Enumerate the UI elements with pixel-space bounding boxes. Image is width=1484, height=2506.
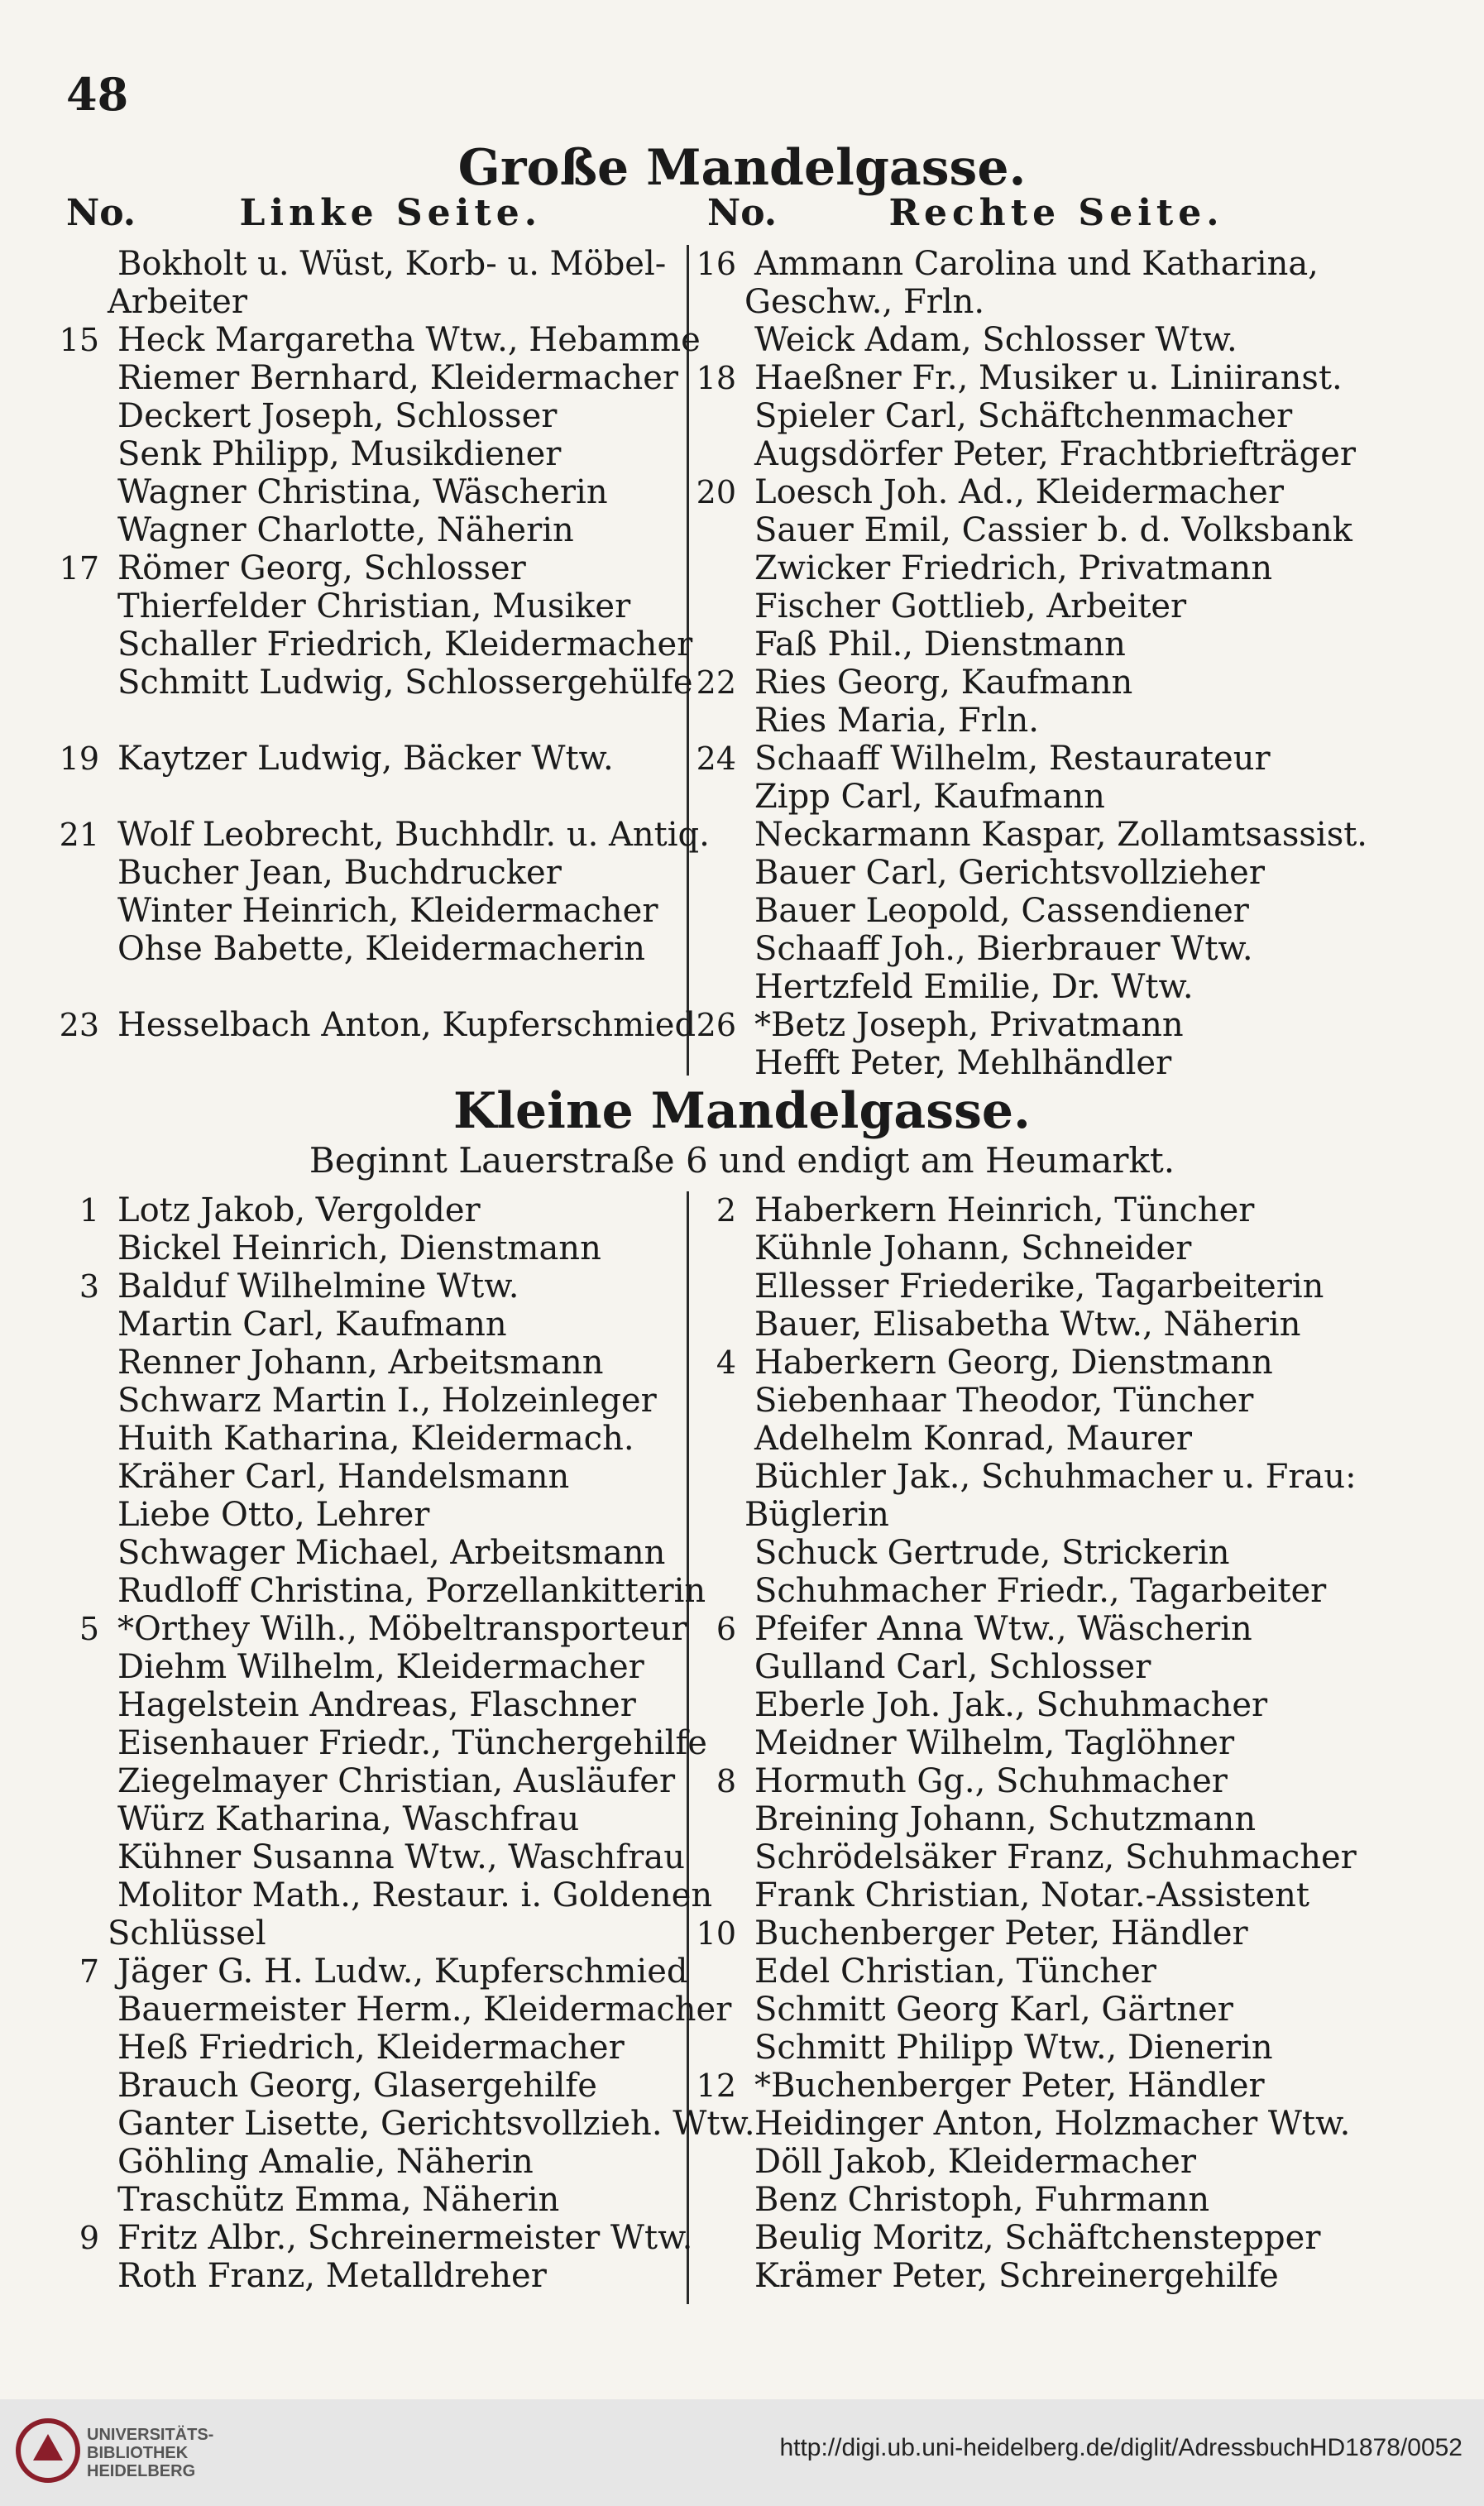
directory-entry [50, 1800, 755, 1838]
resident-entry: Ries Maria, Frln. [754, 702, 1039, 740]
resident-entry: Diehm Wilhelm, Kleidermacher [117, 1648, 644, 1686]
directory-entry [687, 1762, 1357, 1800]
resident-entry: Bauermeister Herm., Kleidermacher [117, 1991, 732, 2029]
directory-entry [687, 740, 1367, 778]
resident-entry: Ganter Lisette, Gerichtsvollzieh. Wtw. [117, 2105, 755, 2143]
resident-entry: Brauch Georg, Glasergehilfe [117, 2067, 597, 2105]
directory-entry [687, 1953, 1357, 1991]
directory-entry [687, 930, 1367, 968]
right-header-no: No. [707, 192, 778, 234]
directory-entry [50, 1610, 755, 1648]
resident-entry: Römer Georg, Schlosser [117, 549, 526, 587]
resident-entry: Weick Adam, Schlosser Wtw. [754, 321, 1237, 359]
resident-entry: Deckert Joseph, Schlosser [117, 397, 558, 435]
directory-entry [687, 2105, 1357, 2143]
resident-entry: Schuck Gertrude, Strickerin [754, 1534, 1230, 1572]
directory-entry [687, 2181, 1357, 2219]
resident-entry: Heck Margaretha Wtw., Hebamme [117, 321, 701, 359]
house-number: 22 [696, 664, 736, 701]
resident-entry: Faß Phil., Dienstmann [754, 625, 1126, 664]
directory-entry [50, 968, 710, 1006]
resident-entry: Büglerin [744, 1496, 889, 1534]
resident-entry: Winter Heinrich, Kleidermacher [117, 892, 658, 930]
resident-entry: Ellesser Friederike, Tagarbeiterin [754, 1267, 1324, 1306]
right-header-side: Rechte Seite. [888, 192, 1224, 234]
resident-entry: Huith Katharina, Kleidermach. [117, 1420, 634, 1458]
directory-entry [50, 1648, 755, 1686]
kleine-left-column [50, 1191, 755, 2295]
resident-entry: Eisenhauer Friedr., Tünchergehilfe [117, 1724, 707, 1762]
resident-entry: Schaller Friedrich, Kleidermacher [117, 625, 693, 664]
directory-entry [687, 321, 1367, 359]
resident-entry: Eberle Joh. Jak., Schuhmacher [754, 1686, 1268, 1724]
house-number: 23 [59, 1007, 99, 1043]
resident-entry: Schmitt Ludwig, Schlossergehülfe [117, 664, 693, 702]
directory-entry [50, 702, 710, 740]
directory-entry [687, 359, 1367, 397]
resident-entry: Molitor Math., Restaur. i. Goldenen [117, 1876, 713, 1914]
directory-entry [50, 2143, 755, 2181]
house-number: 8 [716, 1763, 736, 1799]
house-number: 17 [59, 550, 99, 587]
resident-entry: Ammann Carolina und Katharina, [754, 245, 1319, 283]
directory-entry [50, 892, 710, 930]
house-number: 5 [79, 1611, 99, 1647]
kleine-right-column [687, 1191, 1357, 2295]
directory-entry [687, 245, 1367, 283]
left-header-side: Linke Seite. [239, 192, 543, 234]
directory-entry [50, 359, 710, 397]
directory-entry [50, 2029, 755, 2067]
directory-entry [50, 1876, 755, 1914]
resident-entry: *Buchenberger Peter, Händler [754, 2067, 1265, 2105]
resident-entry: Beulig Moritz, Schäftchenstepper [754, 2219, 1321, 2257]
resident-entry: Renner Johann, Arbeitsmann [117, 1344, 604, 1382]
directory-entry [687, 1534, 1357, 1572]
directory-entry [687, 2143, 1357, 2181]
directory-entry [687, 1458, 1357, 1496]
resident-entry: Haberkern Heinrich, Tüncher [754, 1191, 1255, 1229]
resident-entry: Fischer Gottlieb, Arbeiter [754, 587, 1187, 625]
directory-entry [50, 664, 710, 702]
resident-entry: Martin Carl, Kaufmann [117, 1306, 507, 1344]
resident-entry: Gulland Carl, Schlosser [754, 1648, 1151, 1686]
resident-entry: Arbeiter [108, 283, 247, 321]
resident-entry: Heß Friedrich, Kleidermacher [117, 2029, 625, 2067]
grosse-left-column [50, 245, 710, 1044]
directory-entry [687, 1648, 1357, 1686]
directory-entry [50, 2219, 755, 2257]
directory-entry [50, 2181, 755, 2219]
resident-entry: Sauer Emil, Cassier b. d. Volksbank [754, 511, 1352, 549]
directory-entry [687, 1006, 1367, 1044]
house-number: 4 [716, 1344, 736, 1381]
directory-entry [687, 1800, 1357, 1838]
left-column-header [66, 192, 542, 234]
resident-entry: Adelhelm Konrad, Maurer [754, 1420, 1192, 1458]
resident-entry: Pfeifer Anna Wtw., Wäscherin [754, 1610, 1252, 1648]
resident-entry: Schuhmacher Friedr., Tagarbeiter [754, 1572, 1327, 1610]
library-name-line: HEIDELBERG [87, 2462, 196, 2480]
resident-entry: Bokholt u. Wüst, Korb- u. Möbel- [117, 245, 667, 283]
directory-entry [687, 2029, 1357, 2067]
directory-entry [50, 625, 710, 664]
directory-entry [50, 2105, 755, 2143]
resident-entry: Haberkern Georg, Dienstmann [754, 1344, 1273, 1382]
house-number: 18 [696, 360, 736, 396]
directory-entry [50, 1496, 755, 1534]
directory-entry [687, 1229, 1357, 1267]
directory-entry [687, 2257, 1357, 2295]
house-number: 10 [696, 1915, 736, 1952]
resident-entry: Haeßner Fr., Musiker u. Liniiranst. [754, 359, 1343, 397]
section-subtitle: Beginnt Lauerstraße 6 und endigt am Heumarkt. [309, 1140, 1175, 1181]
directory-entry [687, 778, 1367, 816]
directory-entry [50, 1534, 755, 1572]
resident-entry: Bauer, Elisabetha Wtw., Näherin [754, 1306, 1301, 1344]
house-number: 7 [79, 1953, 99, 1990]
resident-entry: Fritz Albr., Schreinermeister Wtw. [117, 2219, 693, 2257]
source-url-link[interactable]: http://digi.ub.uni-heidelberg.de/diglit/AdressbuchHD1878/0052 [779, 2434, 1462, 2461]
resident-entry: Schaaff Joh., Bierbrauer Wtw. [754, 930, 1253, 968]
resident-entry: Büchler Jak., Schuhmacher u. Frau: [754, 1458, 1357, 1496]
footer-bar [0, 2399, 1484, 2506]
resident-entry: Riemer Bernhard, Kleidermacher [117, 359, 679, 397]
resident-entry: Schrödelsäker Franz, Schuhmacher [754, 1838, 1357, 1876]
directory-entry [687, 1724, 1357, 1762]
library-name-line: BIBLIOTHEK [87, 2444, 189, 2462]
resident-entry: Ohse Babette, Kleidermacherin [117, 930, 646, 968]
resident-entry: Schmitt Georg Karl, Gärtner [754, 1991, 1233, 2029]
resident-entry: Hagelstein Andreas, Flaschner [117, 1686, 636, 1724]
directory-entry [687, 2067, 1357, 2105]
directory-entry [687, 854, 1367, 892]
resident-entry: Liebe Otto, Lehrer [117, 1496, 430, 1534]
directory-entry [50, 1914, 755, 1953]
directory-entry [687, 587, 1367, 625]
left-header-no: No. [66, 192, 136, 234]
library-name [87, 2426, 213, 2480]
directory-entry [50, 2067, 755, 2105]
resident-entry: Spieler Carl, Schäftchenmacher [754, 397, 1293, 435]
house-number: 6 [716, 1611, 736, 1647]
resident-entry: Neckarmann Kaspar, Zollamtsassist. [754, 816, 1368, 854]
resident-entry: Kräher Carl, Handelsmann [117, 1458, 570, 1496]
resident-entry: Edel Christian, Tüncher [754, 1953, 1156, 1991]
resident-entry: Rudloff Christina, Porzellankitterin [117, 1572, 706, 1610]
directory-entry [687, 1044, 1367, 1082]
directory-entry [687, 664, 1367, 702]
house-number: 20 [696, 474, 736, 510]
resident-entry: Wagner Charlotte, Näherin [117, 511, 574, 549]
resident-entry: Breining Johann, Schutzmann [754, 1800, 1257, 1838]
directory-entry [50, 1306, 755, 1344]
directory-entry [50, 283, 710, 321]
directory-entry [50, 930, 710, 968]
grosse-right-column [687, 245, 1367, 1082]
resident-entry: Hesselbach Anton, Kupferschmied [117, 1006, 697, 1044]
directory-entry [687, 1420, 1357, 1458]
resident-entry: Augsdörfer Peter, Frachtbriefträger [754, 435, 1356, 473]
resident-entry: Göhling Amalie, Näherin [117, 2143, 534, 2181]
directory-entry [687, 1344, 1357, 1382]
directory-entry [50, 2257, 755, 2295]
resident-entry: Wolf Leobrecht, Buchhdlr. u. Antiq. [117, 816, 710, 854]
resident-entry: *Orthey Wilh., Möbeltransporteur [117, 1610, 687, 1648]
directory-entry [50, 473, 710, 511]
house-number: 16 [696, 246, 736, 282]
resident-entry: Kühnle Johann, Schneider [754, 1229, 1192, 1267]
directory-entry [50, 1267, 755, 1306]
directory-entry [50, 1191, 755, 1229]
directory-entry [50, 587, 710, 625]
resident-entry: Ziegelmayer Christian, Ausläufer [117, 1762, 676, 1800]
resident-entry: Schaaff Wilhelm, Restaurateur [754, 740, 1271, 778]
directory-entry [687, 702, 1367, 740]
directory-entry [687, 1306, 1357, 1344]
directory-entry [687, 1838, 1357, 1876]
directory-entry [50, 1229, 755, 1267]
directory-entry [50, 778, 710, 816]
resident-entry: Zwicker Friedrich, Privatmann [754, 549, 1273, 587]
directory-entry [50, 245, 710, 283]
directory-entry [687, 397, 1367, 435]
resident-entry: Jäger G. H. Ludw., Kupferschmied [117, 1953, 688, 1991]
directory-entry [687, 549, 1367, 587]
resident-entry: Zipp Carl, Kaufmann [754, 778, 1105, 816]
resident-entry: Traschütz Emma, Näherin [117, 2181, 560, 2219]
directory-entry [50, 397, 710, 435]
directory-entry [50, 1006, 710, 1044]
resident-entry: Buchenberger Peter, Händler [754, 1914, 1248, 1953]
house-number: 12 [696, 2068, 736, 2104]
directory-entry [687, 1382, 1357, 1420]
directory-entry [50, 549, 710, 587]
resident-entry: Döll Jakob, Kleidermacher [754, 2143, 1196, 2181]
resident-entry: Siebenhaar Theodor, Tüncher [754, 1382, 1254, 1420]
house-number: 24 [696, 740, 736, 777]
house-number: 9 [79, 2220, 99, 2256]
resident-entry: Hertzfeld Emilie, Dr. Wtw. [754, 968, 1194, 1006]
directory-entry [50, 1382, 755, 1420]
directory-entry [687, 816, 1367, 854]
directory-entry [687, 1991, 1357, 2029]
directory-entry [687, 1610, 1357, 1648]
resident-entry: Hefft Peter, Mehlhändler [754, 1044, 1172, 1082]
resident-entry: Heidinger Anton, Holzmacher Wtw. [754, 2105, 1351, 2143]
directory-entry [50, 1420, 755, 1458]
directory-entry [687, 968, 1367, 1006]
directory-entry [50, 435, 710, 473]
directory-entry [687, 1191, 1357, 1229]
resident-entry: Krämer Peter, Schreinergehilfe [754, 2257, 1279, 2295]
resident-entry: Kaytzer Ludwig, Bäcker Wtw. [117, 740, 614, 778]
resident-entry: Bauer Carl, Gerichtsvollzieher [754, 854, 1265, 892]
resident-entry: Bickel Heinrich, Dienstmann [117, 1229, 601, 1267]
directory-entry [50, 1724, 755, 1762]
resident-entry: Schlüssel [108, 1914, 266, 1953]
directory-entry [50, 1458, 755, 1496]
house-number: 15 [59, 322, 99, 358]
directory-entry [687, 435, 1367, 473]
resident-entry: Frank Christian, Notar.-Assistent [754, 1876, 1309, 1914]
directory-entry [50, 1572, 755, 1610]
house-number: 19 [59, 740, 99, 777]
university-library-logo-icon [15, 2417, 81, 2484]
resident-entry: *Betz Joseph, Privatmann [754, 1006, 1184, 1044]
directory-entry [687, 2219, 1357, 2257]
directory-entry [687, 892, 1367, 930]
section-title-grosse-mandelgasse: Große Mandelgasse. [457, 139, 1027, 197]
resident-entry: Thierfelder Christian, Musiker [117, 587, 631, 625]
resident-entry: Bucher Jean, Buchdrucker [117, 854, 562, 892]
directory-entry [687, 1267, 1357, 1306]
directory-entry [50, 1991, 755, 2029]
directory-entry [50, 1953, 755, 1991]
resident-entry: Meidner Wilhelm, Taglöhner [754, 1724, 1235, 1762]
house-number: 26 [696, 1007, 736, 1043]
page-number: 48 [66, 68, 129, 121]
resident-entry: Bauer Leopold, Cassendiener [754, 892, 1249, 930]
house-number: 2 [716, 1192, 736, 1229]
directory-entry [687, 511, 1367, 549]
directory-entry [50, 1838, 755, 1876]
section-title-kleine-mandelgasse: Kleine Mandelgasse. [453, 1082, 1031, 1140]
resident-entry: Lotz Jakob, Vergolder [117, 1191, 481, 1229]
directory-entry [687, 283, 1367, 321]
house-number: 1 [79, 1192, 99, 1229]
directory-entry [50, 1686, 755, 1724]
resident-entry: Schmitt Philipp Wtw., Dienerin [754, 2029, 1273, 2067]
directory-entry [50, 854, 710, 892]
resident-entry: Senk Philipp, Musikdiener [117, 435, 562, 473]
directory-entry [50, 321, 710, 359]
resident-entry: Geschw., Frln. [744, 283, 985, 321]
directory-entry [687, 625, 1367, 664]
resident-entry: Kühner Susanna Wtw., Waschfrau [117, 1838, 685, 1876]
resident-entry: Loesch Joh. Ad., Kleidermacher [754, 473, 1284, 511]
directory-entry [50, 1344, 755, 1382]
resident-entry: Schwager Michael, Arbeitsmann [117, 1534, 666, 1572]
directory-entry [687, 1914, 1357, 1953]
right-column-header [707, 192, 1224, 234]
directory-entry [687, 1496, 1357, 1534]
directory-entry [50, 816, 710, 854]
directory-entry [687, 1876, 1357, 1914]
resident-entry: Benz Christoph, Fuhrmann [754, 2181, 1210, 2219]
resident-entry: Ries Georg, Kaufmann [754, 664, 1133, 702]
resident-entry: Würz Katharina, Waschfrau [117, 1800, 580, 1838]
resident-entry: Roth Franz, Metalldreher [117, 2257, 547, 2295]
directory-entry [50, 740, 710, 778]
house-number: 21 [59, 817, 99, 853]
resident-entry: Balduf Wilhelmine Wtw. [117, 1267, 519, 1306]
directory-entry [50, 511, 710, 549]
directory-entry [687, 1686, 1357, 1724]
directory-entry [687, 1572, 1357, 1610]
directory-entry [50, 1762, 755, 1800]
library-name-line: UNIVERSITÄTS- [87, 2426, 214, 2444]
resident-entry: Wagner Christina, Wäscherin [117, 473, 608, 511]
house-number: 3 [79, 1268, 99, 1305]
resident-entry: Schwarz Martin I., Holzeinleger [117, 1382, 657, 1420]
directory-entry [687, 473, 1367, 511]
resident-entry: Hormuth Gg., Schuhmacher [754, 1762, 1228, 1800]
